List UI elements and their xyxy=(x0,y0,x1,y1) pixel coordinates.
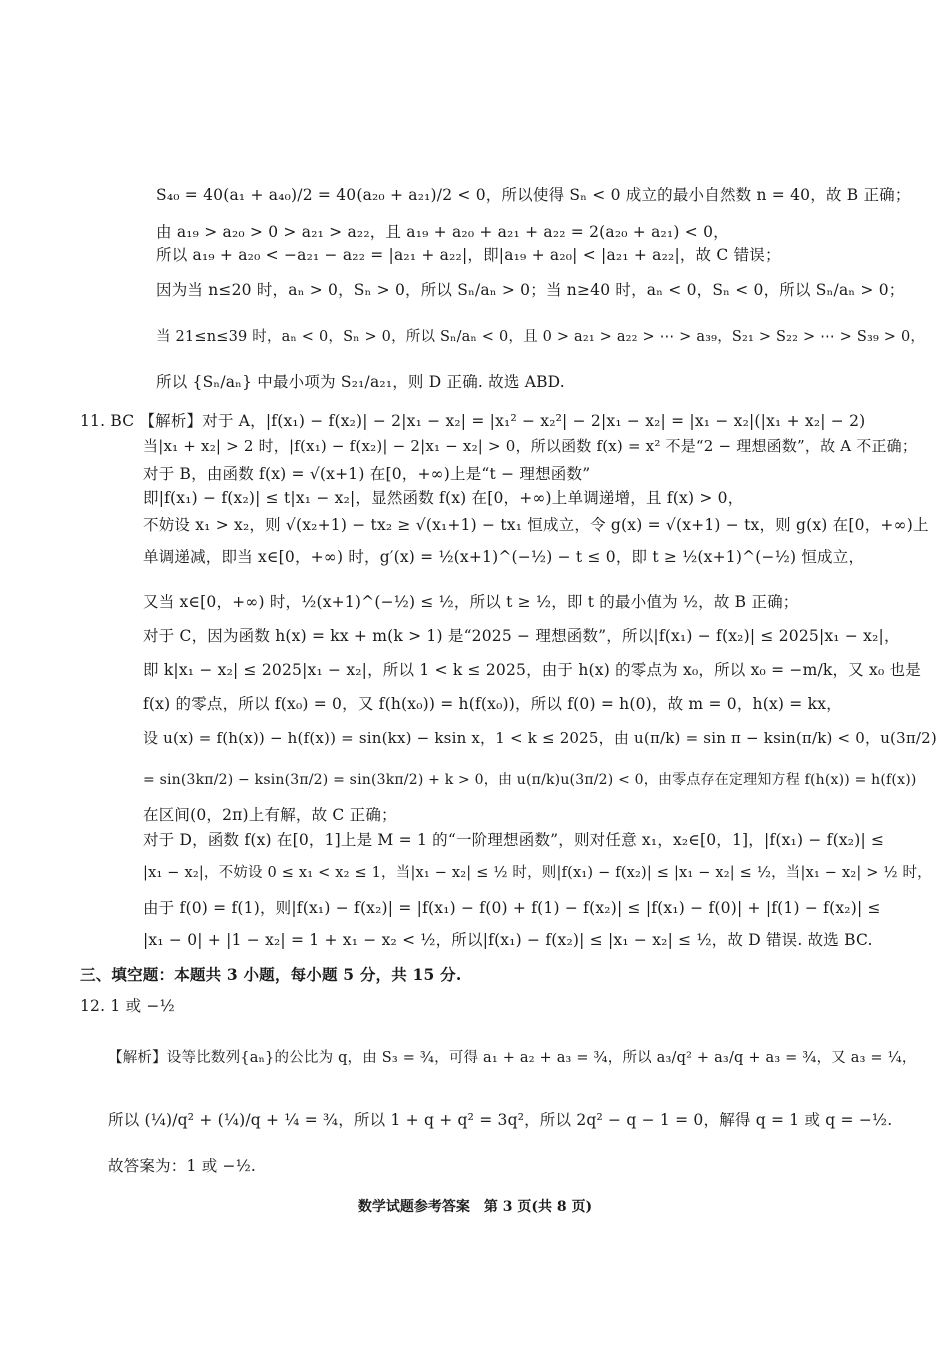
line-q11-a2: 当|x₁ + x₂| > 2 时，|f(x₁) − f(x₂)| − 2|x₁ − x₂| > 0，所以函数 f(x) = x² 不是“2 − 理想函数”，故 A 不正确； xyxy=(143,437,918,455)
q12-analysis2: 所以 (¼)/q² + (¼)/q + ¼ = ¾，所以 1 + q + q² = 3q²，所以 2q² − q − 1 = 0，解得 q = 1 或 q = −½. xyxy=(108,1111,893,1129)
line-q11-b5: 又当 x∈[0，+∞) 时，½(x+1)^(−½) ≤ ½，所以 t ≥ ½，即 t 的最小值为 ½，故 B 正确； xyxy=(143,593,799,611)
line-q11-c3: f(x) 的零点，所以 f(x₀) = 0，又 f(h(x₀)) = h(f(x₀))，所以 f(0) = h(0)，故 m = 0，h(x) = kx， xyxy=(143,695,842,713)
section-heading-fill-blank: 三、填空题：本题共 3 小题，每小题 5 分，共 15 分. xyxy=(80,965,462,984)
line-q11-b2: 即|f(x₁) − f(x₂)| ≤ t|x₁ − x₂|，显然函数 f(x) 在[0，+∞)上单调递增，且 f(x) > 0， xyxy=(143,489,744,507)
line-q11-c4: 设 u(x) = f(h(x)) − h(f(x)) = sin(kx) − ksin x，1 < k ≤ 2025，由 u(π/k) = sin π − ksin(π/k) < 0，u(3π/2) xyxy=(143,729,937,747)
line-q11-b4: 单调递减，即当 x∈[0，+∞) 时，g′(x) = ½(x+1)^(−½) − t ≤ 0，即 t ≥ ½(x+1)^(−½) 恒成立， xyxy=(143,548,865,566)
line-q11-d3: 由于 f(0) = f(1)，则|f(x₁) − f(x₂)| = |f(x₁) − f(0) + f(1) − f(x₂)| ≤ |f(x₁) − f(0)| + |f(1) − f(x₂)| ≤ xyxy=(143,899,881,917)
line-q11-d2: |x₁ − x₂|，不妨设 0 ≤ x₁ < x₂ ≤ 1，当|x₁ − x₂| ≤ ½ 时，则|f(x₁) − f(x₂)| ≤ |x₁ − x₂| ≤ ½，当|x₁ − x₂| > ½ 时， xyxy=(143,865,932,881)
line-q11-c: 对于 C，因为函数 h(x) = kx + m(k > 1) 是“2025 − 理想函数”，所以|f(x₁) − f(x₂)| ≤ 2025|x₁ − x₂|， xyxy=(143,627,900,645)
line-n-le-20: 因为当 n≤20 时，aₙ > 0，Sₙ > 0，所以 Sₙ/aₙ > 0；当 n≥40 时，aₙ < 0，Sₙ < 0，所以 Sₙ/aₙ > 0； xyxy=(156,281,905,299)
line-q11-b3: 不妨设 x₁ > x₂，则 √(x₂+1) − tx₂ ≥ √(x₁+1) − tx₁ 恒成立，令 g(x) = √(x+1) − tx，则 g(x) 在[0，+∞)上 xyxy=(143,516,929,534)
q12-final: 故答案为：1 或 −½. xyxy=(108,1157,257,1175)
q12-analysis: 【解析】设等比数列{aₙ}的公比为 q，由 S₃ = ¾，可得 a₁ + a₂ + a₃ = ¾，所以 a₃/q² + a₃/q + a₃ = ¾，又 a₃ = ¼， xyxy=(108,1050,917,1066)
line-d-correct: 所以 {Sₙ/aₙ} 中最小项为 S₂₁/a₂₁，则 D 正确. 故选 ABD. xyxy=(156,373,565,391)
line-s40: S₄₀ = 40(a₁ + a₄₀)/2 = 40(a₂₀ + a₂₁)/2 < 0，所以使得 Sₙ < 0 成立的最小自然数 n = 40，故 B 正确； xyxy=(156,186,911,204)
line-q11-d: 对于 D，函数 f(x) 在[0，1]上是 M = 1 的“一阶理想函数”，则对任意 x₁，x₂∈[0，1]，|f(x₁) − f(x₂)| ≤ xyxy=(143,831,885,849)
line-q11-c2: 即 k|x₁ − x₂| ≤ 2025|x₁ − x₂|，所以 1 < k ≤ 2025，由于 h(x) 的零点为 x₀，所以 x₀ = −m/k，又 x₀ 也是 xyxy=(143,661,921,679)
q12-answer: 12. 1 或 −½ xyxy=(80,997,175,1015)
line-q11-c5: = sin(3kπ/2) − ksin(3π/2) = sin(3kπ/2) + k > 0，由 u(π/k)u(3π/2) < 0，由零点存在定理知方程 f(h(x)) = h(f(x)) xyxy=(143,772,917,788)
line-q11-c6: 在区间(0，2π)上有解，故 C 正确； xyxy=(143,806,397,824)
line-q11-a: 11. BC 【解析】对于 A，|f(x₁) − f(x₂)| − 2|x₁ − x₂| = |x₁² − x₂²| − 2|x₁ − x₂| = |x₁ − x₂|(|x₁ + x₂| − 2) xyxy=(80,412,866,430)
line-c-wrong: 所以 a₁₉ + a₂₀ < −a₂₁ − a₂₂ = |a₂₁ + a₂₂|，即|a₁₉ + a₂₀| < |a₂₁ + a₂₂|，故 C 错误； xyxy=(156,246,781,264)
line-q11-b: 对于 B，由函数 f(x) = √(x+1) 在[0，+∞)上是“t − 理想函数” xyxy=(143,465,591,483)
line-21-39: 当 21≤n≤39 时，aₙ < 0，Sₙ > 0，所以 Sₙ/aₙ < 0，且 0 > a₂₁ > a₂₂ > ⋯ > a₃₉，S₂₁ > S₂₂ > ⋯ > S₃₉ > 0， xyxy=(156,329,926,345)
line-q11-d4: |x₁ − 0| + |1 − x₂| = 1 + x₁ − x₂ < ½，所以|f(x₁) − f(x₂)| ≤ |x₁ − x₂| ≤ ½，故 D 错误. 故选 BC. xyxy=(143,931,873,949)
page-footer: 数学试题参考答案 第 3 页(共 8 页) xyxy=(357,1199,593,1215)
line-a19-sum: 由 a₁₉ > a₂₀ > 0 > a₂₁ > a₂₂，且 a₁₉ + a₂₀ + a₂₁ + a₂₂ = 2(a₂₀ + a₂₁) < 0， xyxy=(156,223,729,241)
